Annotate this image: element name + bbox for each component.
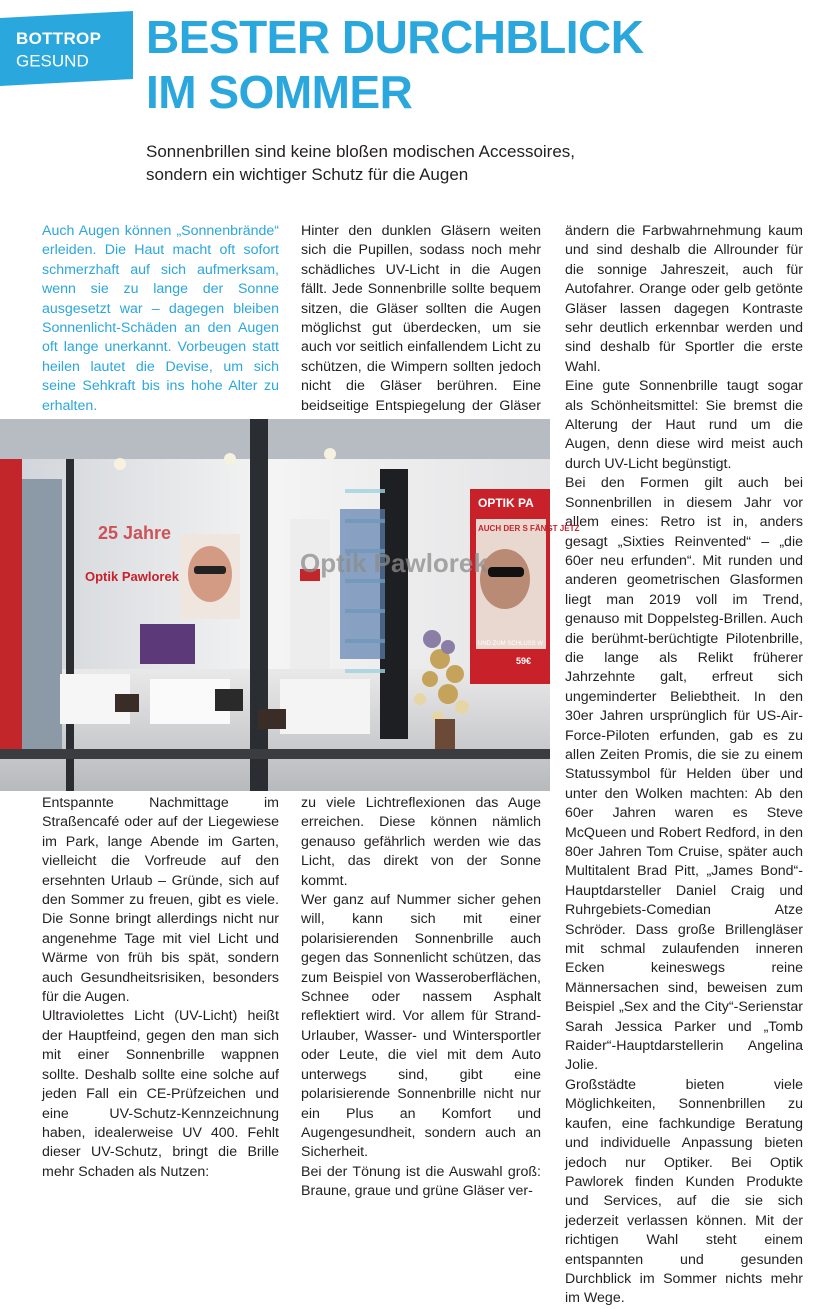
section-topic: GESUND [16, 51, 89, 71]
headline-line-1: BESTER DURCHBLICK [146, 11, 644, 63]
article-column-2-top [301, 222, 541, 435]
article-column-1-bottom [42, 794, 279, 1182]
price-tag: 59€ [516, 656, 532, 666]
paragraph: Ultraviolettes Licht (UV-Licht) heißt der Hauptfeind, gegen den man sich mit einer Sonnenbrille wappnen sollte. Deshalb sollte eine solche auf jeden Fall ein CE-Prüfzeichen und eine UV-Schutz-Kennzeichnung haben, idealerweise UV 400. Fehlt dieser UV-Schutz, bringt die Brille mehr Schaden als Nutzen: [42, 1008, 279, 1180]
shop-window-photo [0, 419, 580, 791]
paragraph: Bei den Formen gilt auch bei Sonnenbrillen in diesem Jahr vor allem eines: Retro ist in, anders gesagt „Sixties Reinvented“ – „die 60er neu erfunden“. Mit runden und anderen geometrischen Glasformen liegt man 2019 voll im Trend, genauso mit Doppelsteg-Brillen. Auch die berühmt-berüchtigte Pilotenbrille, die lange als Relikt früherer Jahrzehnte galt, erfreut sich ungeminderter Beliebtheit. In den 30er Jahren ursprünglich für US-Air-Force-Piloten erfunden, gab es zu allen Zeiten Promis, die sie zu einem Statussymbol für Helden über und unter den Wolken machten: Ab den 60er Jahren waren es Steve McQueen und Robert Redford, in den 80er Jahren Tom Cruise, später auch Multitalent Brad Pitt, „James Bond“-Hauptdarsteller Daniel Craig und Ruhrgebiets-Comedian Atze Schröder. Dass große Brillengläser mit schmal zulaufenden inneren Ecken keineswegs reine Männersachen sind, beweisen zum Beispiel „Sex and the City“-Serienstar Sarah Jessica Parker und „Tomb Raider“-Hauptdarstellerin Angelina Jolie. [565, 475, 803, 1074]
article-column-1-top [42, 222, 279, 416]
article-column-3 [565, 222, 803, 1309]
paragraph: Wer ganz auf Nummer sicher gehen will, kann sich mit einer polarisierenden Sonnenbrille auch gegen das Sonnenlicht schützen, das zum Beispiel von Wasseroberflächen, Schnee oder nassem Asphalt reflektiert wird. Vor allem für Strand-Urlauber, Wasser- und Wintersportler oder Leute, die viel mit dem Auto unterwegs sind, gibt eine polarisierende Sonnenbrille nicht nur ein Plus an Komfort und Augengesundheit, sondern auch an Sicherheit. [301, 892, 541, 1161]
subheadline-line-1: Sonnenbrillen sind keine bloßen modischen Accessoires, [146, 142, 576, 161]
window-lettering: Optik Pawlorek [300, 548, 488, 578]
paragraph: Hinter den dunklen Gläsern weiten sich die Pupillen, sodass noch mehr schädliches UV-Licht in die Augen fällt. Jede Sonnenbrille sollte bequem sitzen, die Gläser sollten die Augen möglichst gut überdecken, um sie auch vor seitlich einfallendem Licht zu schützen, die Wimpern sollten jedoch nicht die Gläser berühren. Eine beidseitige Entspiegelung der Gläser [301, 223, 541, 414]
paragraph: Entspannte Nachmittage im Straßencafé oder auf der Liegewiese im Park, lange Abende im Garten, vielleicht die Vorfreude auf den ersehnten Urlaub – Gründe, sich auf den Sommer zu freuen, gibt es viele. Die Sonne bringt allerdings nicht nur angenehme Tage mit viel Licht und Wärme von früh bis spät, sondern auch Gesundheitsrisiken, besonders für die Augen. [42, 795, 279, 1006]
paragraph: Eine gute Sonnenbrille taugt sogar als Schönheitsmittel: Sie bremst die Alterung der Haut rund um die Augen, denn diese wird meist auch durch UV-Licht begünstigt. [565, 378, 803, 472]
subheadline [146, 140, 706, 186]
headline [146, 10, 644, 120]
poster-text: AUCH DER S FÄNGT JETZ [478, 524, 580, 533]
paragraph: zu viele Lichtreflexionen das Auge erreichen. Diese können nämlich genauso gefährlich werden wie das Licht, das direkt von der Sonne kommt. [301, 795, 541, 889]
shop-window-illustration [0, 419, 580, 791]
lead-paragraph: Auch Augen können „Sonnenbrände“ erleiden. Die Haut macht oft sofort schmerzhaft auf sich aufmerksam, wenn sie zu lange der Sonne ausgesetzt war – dagegen bleiben Sonnenlicht-Schäden an den Augen oft lange unerkannt. Vorbeugen statt heilen lautet die Devise, um sich seine Sehkraft bis ins hohe Alter zu erhalten. [42, 223, 279, 414]
sign-years: 25 Jahre [98, 523, 172, 543]
paragraph: ändern die Farbwahrnehmung kaum und sind deshalb die Allrounder für die sonnige Jahreszeit, auch für Autofahrer. Orange oder gelb getönte Gläser lassen dagegen Kontraste sehr deutlich erkennbar werden und sind deshalb für Sportler die erste Wahl. [565, 223, 803, 375]
headline-line-2: IM SOMMER [146, 66, 413, 118]
subheadline-line-2: sondern ein wichtiger Schutz für die Augen [146, 165, 469, 184]
paragraph: Großstädte bieten viele Möglichkeiten, Sonnenbrillen zu kaufen, eine fachkundige Beratung und individuelle Anpassung bieten jedoch nur Optiker. Bei Optik Pawlorek finden Kunden Produkte und Services, auf die sie sich jederzeit verlassen können. Mit der richtigen Wahl steht einem entspannten und gesunden Durchblick im Sommer nichts mehr im Wege. [565, 1076, 803, 1307]
poster-footer: UND ZUM SCHLUSS W [478, 641, 544, 647]
article-column-2-bottom [301, 794, 541, 1202]
poster-title: OPTIK PA [478, 496, 534, 510]
paragraph: Bei der Tönung ist die Auswahl groß: Braune, graue und grüne Gläser ver- [301, 1163, 541, 1200]
section-city: BOTTROP [16, 28, 102, 48]
sign-store: Optik Pawlorek [85, 569, 179, 584]
section-tag [0, 11, 133, 86]
